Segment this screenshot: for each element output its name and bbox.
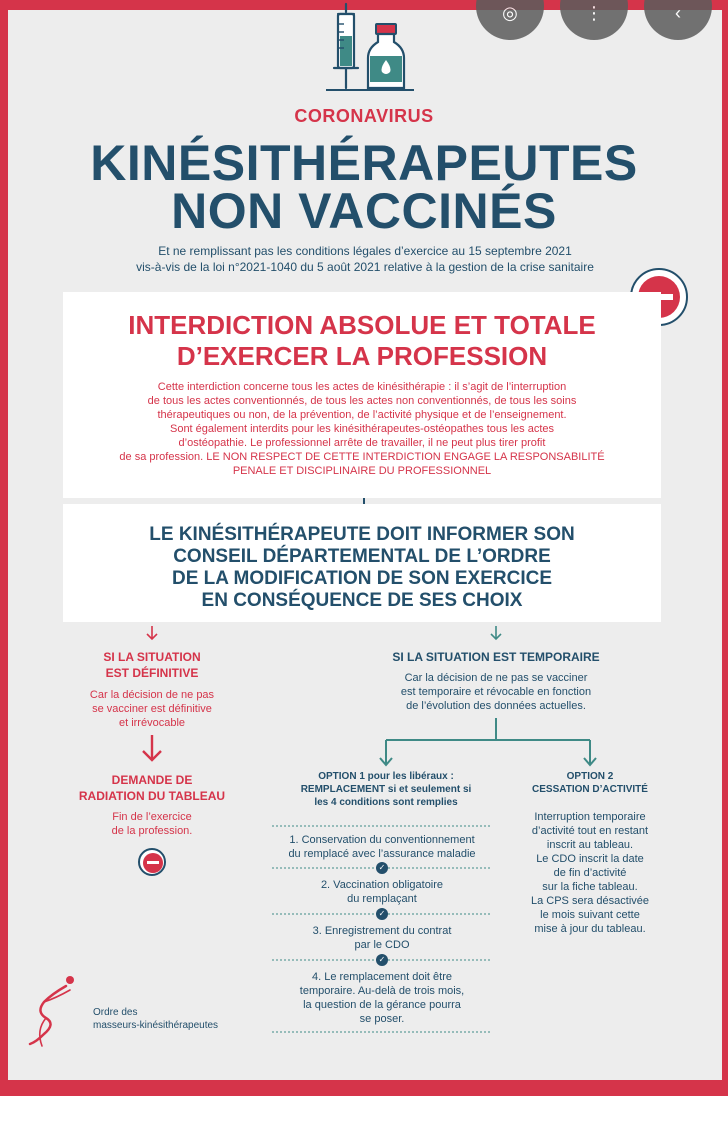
heading-line: les 4 conditions sont remplies bbox=[314, 797, 458, 808]
org-line: masseurs-kinésithérapeutes bbox=[93, 1020, 219, 1031]
heading-line: LE KINÉSITHÉRAPEUTE DOIT INFORMER SON bbox=[149, 524, 575, 545]
body-line: 2. Vaccination obligatoire bbox=[320, 879, 444, 891]
heading-line: SI LA SITUATION bbox=[103, 650, 201, 664]
arrow-left-small bbox=[147, 626, 157, 639]
condition-4 bbox=[262, 970, 502, 1026]
more-vert-icon: ⋮ bbox=[585, 3, 603, 23]
body-line: de sa profession. LE NON RESPECT DE CETTE INTERDICTION ENGAGE LA RESPONSABILITÉ bbox=[119, 451, 605, 463]
body-line: par le CDO bbox=[354, 939, 410, 951]
condition-1 bbox=[262, 833, 502, 861]
org-name bbox=[93, 1006, 218, 1032]
heading-line: RADIATION DU TABLEAU bbox=[78, 789, 226, 803]
body-line: La CPS sera désactivée bbox=[530, 895, 649, 907]
body-line: 3. Enregistrement du contrat bbox=[312, 925, 452, 937]
body-line: Interruption temporaire bbox=[534, 811, 646, 823]
body-line: sur la fiche tableau. bbox=[542, 881, 638, 893]
branch-connector bbox=[380, 718, 596, 765]
arrow-left-large bbox=[143, 735, 161, 760]
subtitle-line: Et ne remplissant pas les conditions légales d’exercice au 15 septembre 2021 bbox=[158, 244, 572, 258]
body-line: d’ostéopathie. Le professionnel arrête de travailler, il ne peut plus tirer profit bbox=[178, 437, 546, 449]
small-minus-icon bbox=[138, 848, 166, 876]
body-line: Sont également interdits pour les kinésithérapeutes-ostéopathes tous les actes bbox=[169, 423, 554, 435]
body-line: de fin d’activité bbox=[553, 867, 627, 879]
heading-line: CESSATION D’ACTIVITÉ bbox=[532, 784, 648, 795]
arrow-right-small bbox=[491, 626, 501, 639]
body-line: inscrit au tableau. bbox=[546, 839, 634, 851]
body-line: Le CDO inscrit la date bbox=[536, 853, 644, 865]
body-line: Car la décision de ne pas bbox=[89, 689, 215, 701]
page-title-line2: NON VACCINÉS bbox=[171, 183, 557, 239]
check-icon: ✓ bbox=[376, 862, 388, 874]
heading-line: D’EXERCER LA PROFESSION bbox=[176, 341, 548, 371]
body-line: et irrévocable bbox=[118, 717, 186, 729]
condition-2 bbox=[262, 878, 502, 906]
body-line: Fin de l’exercice bbox=[112, 811, 192, 823]
lens-icon: ◎ bbox=[502, 3, 518, 23]
body-line: temporaire. Au-delà de trois mois, bbox=[299, 985, 465, 997]
org-line: Ordre des bbox=[93, 1007, 138, 1018]
body-line: du remplacé avec l’assurance maladie bbox=[288, 848, 476, 860]
body-line: la question de la gérance pourra bbox=[303, 999, 461, 1011]
heading-line: INTERDICTION ABSOLUE ET TOTALE bbox=[128, 310, 596, 340]
body-line: est temporaire et révocable en fonction bbox=[400, 686, 592, 698]
heading-line: CONSEIL DÉPARTEMENTAL DE L’ORDRE bbox=[173, 546, 551, 567]
body-line: se poser. bbox=[359, 1013, 405, 1025]
option1-heading bbox=[262, 770, 510, 809]
definitive-body bbox=[52, 688, 252, 730]
condition-3 bbox=[262, 924, 502, 952]
ordre-logo-icon bbox=[26, 972, 78, 1048]
heading-line: EST DÉFINITIVE bbox=[105, 666, 199, 680]
body-line: Car la décision de ne pas se vacciner bbox=[404, 672, 588, 684]
heading-line: DE LA MODIFICATION DE SON EXERCICE bbox=[171, 568, 553, 589]
radiation-heading bbox=[42, 772, 262, 804]
heading-line: OPTION 2 bbox=[566, 771, 614, 782]
heading-line: DEMANDE DE bbox=[111, 773, 193, 787]
body-line: le mois suivant cette bbox=[540, 909, 640, 921]
heading-line: REMPLACEMENT si et seulement si bbox=[300, 784, 472, 795]
definitive-heading bbox=[52, 649, 252, 681]
check-icon: ✓ bbox=[376, 908, 388, 920]
body-line: Cette interdiction concerne tous les actes de kinésithérapie : il s’agit de l’interruption bbox=[157, 381, 567, 393]
temporary-body bbox=[346, 671, 646, 713]
body-line: de tous les actes conventionnés, de tous les actes non conventionnés, de tous les soins bbox=[147, 395, 577, 407]
body-line: 4. Le remplacement doit être bbox=[311, 971, 453, 983]
body-line: se vacciner est définitive bbox=[92, 703, 212, 715]
subtitle-line: vis-à-vis de la loi n°2021-1040 du 5 août 2021 relative à la gestion de la crise sanitaire bbox=[136, 260, 594, 274]
heading-line: EN CONSÉQUENCE DE SES CHOIX bbox=[201, 590, 523, 611]
kicker-label: CORONAVIRUS bbox=[294, 106, 434, 126]
body-line: thérapeutiques ou non, de la prévention, de l’activité physique et de l’enseignement. bbox=[157, 409, 567, 421]
check-icon: ✓ bbox=[376, 954, 388, 966]
back-icon: ‹ bbox=[675, 3, 681, 23]
option2-heading bbox=[500, 770, 680, 796]
option2-body bbox=[500, 810, 680, 936]
heading-line: OPTION 1 pour les libéraux : bbox=[318, 771, 454, 782]
body-line: du remplaçant bbox=[347, 893, 417, 905]
body-line: mise à jour du tableau. bbox=[534, 923, 646, 935]
body-line: 1. Conservation du conventionnement bbox=[289, 834, 475, 846]
body-line: PENALE ET DISCIPLINAIRE DU PROFESSIONNEL bbox=[232, 465, 492, 477]
body-line: de l’évolution des données actuelles. bbox=[406, 700, 586, 712]
page-title-line1: KINÉSITHÉRAPEUTES bbox=[90, 135, 638, 191]
temporary-heading: SI LA SITUATION EST TEMPORAIRE bbox=[392, 650, 600, 664]
body-line: de la profession. bbox=[111, 825, 193, 837]
body-line: d’activité tout en restant bbox=[531, 825, 649, 837]
radiation-body bbox=[52, 810, 252, 838]
